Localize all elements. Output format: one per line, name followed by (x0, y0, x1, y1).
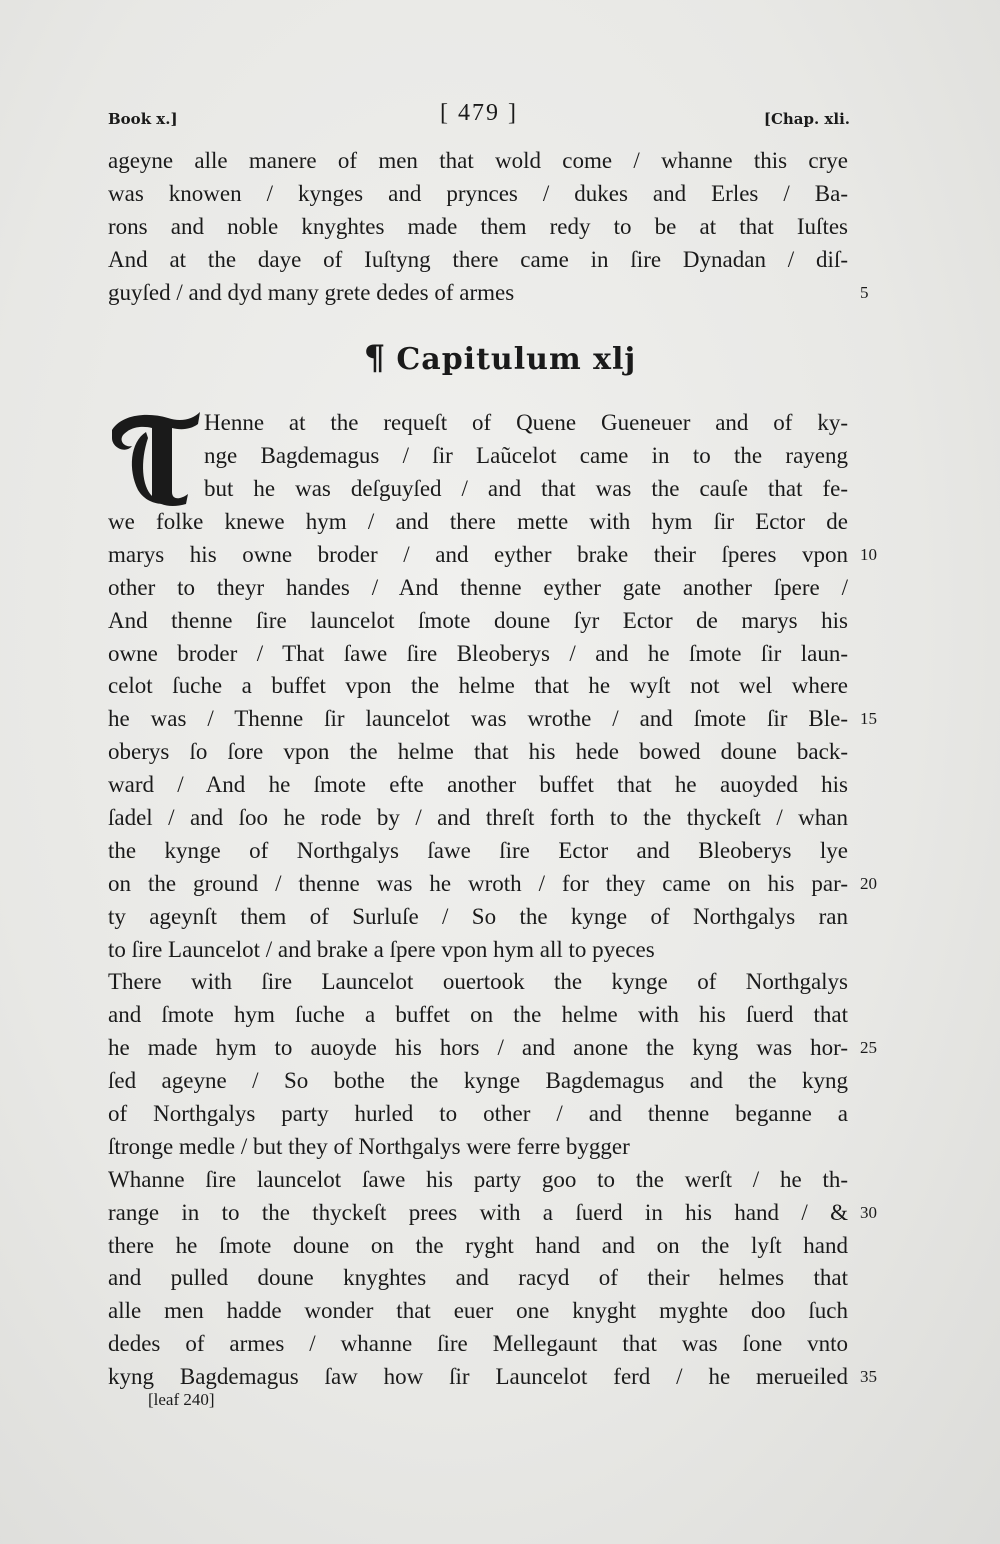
line-number: 25 (860, 1038, 877, 1058)
text-line (108, 605, 848, 638)
running-header (108, 100, 850, 136)
line-text: ſadel / and ſoo he rode by / and threſt forth to the thyckeſt / whan (108, 805, 848, 831)
line-text: and ſmote hym ſuche a buffet on the helme with his ſuerd that (108, 1002, 848, 1028)
line-text: owne broder / That ſawe ſire Bleoberys / and he ſmote ſir laun- (108, 640, 848, 666)
text-block-indented (108, 407, 848, 506)
text-line (108, 835, 848, 868)
line-text: but he was deſguyſed / and that was the cauſe that fe- (204, 475, 848, 501)
line-text: guyſed / and dyd many grete dedes of armes (108, 279, 515, 305)
line-text: ty ageynſt them of Surluſe / So the kynge of Northgalys ran (108, 903, 848, 929)
text-line (108, 211, 848, 244)
text-line (108, 1131, 848, 1164)
text-line (108, 178, 848, 211)
text-line (108, 506, 848, 539)
line-number: 35 (860, 1367, 877, 1387)
line-number: 10 (860, 544, 877, 564)
text-line (108, 934, 848, 967)
text-line (108, 1098, 848, 1131)
text-line (108, 868, 877, 901)
text-line (108, 244, 848, 277)
line-text: rons and noble knyghtes made them redy to be at that Iuſtes (108, 213, 848, 239)
chapter-title: Capitulum xlj (396, 342, 637, 377)
line-text: range in to the thyckeſt prees with a ſuerd in his hand / & (108, 1199, 848, 1225)
pilcrow-icon: ¶ (363, 338, 387, 378)
book-label: Book x.] (108, 110, 178, 128)
text-line (108, 638, 848, 671)
line-text: ageyne alle manere of men that wold come / whanne this crye (108, 148, 848, 173)
text-line (108, 1230, 848, 1263)
text-block-body (108, 506, 877, 1394)
text-line (108, 145, 848, 178)
line-text: he made hym to auoyde his hors / and anone the kyng was hor- (108, 1035, 848, 1061)
text-line (108, 1295, 848, 1328)
line-text: other to theyr handes / And thenne eyther gate another ſpere / (108, 574, 848, 600)
line-text: There with ſire Launcelot ouertook the kynge of Northgalys (108, 969, 848, 995)
text-line (108, 1164, 848, 1197)
line-text: kyng Bagdemagus ſaw how ſir Launcelot ferd / he merueiled (108, 1364, 848, 1390)
text-line (108, 703, 877, 736)
text-line (108, 572, 848, 605)
line-text: there he ſmote doune on the ryght hand and on the lyſt hand (108, 1232, 848, 1258)
line-text: And thenne ſire launcelot ſmote doune ſyr Ector de marys his (108, 607, 848, 633)
line-number: 30 (860, 1202, 877, 1222)
line-text: on the ground / thenne was he wroth / for they came on his par- (108, 870, 848, 896)
line-number: 20 (860, 873, 877, 893)
line-text: he was / Thenne ſir launcelot was wrothe / and ſmote ſir Ble- (108, 706, 848, 732)
line-text: nge Bagdemagus / ſir Laũcelot came in to the rayeng (204, 442, 848, 468)
text-line (108, 1065, 848, 1098)
text-line (108, 440, 848, 473)
line-text: oberys ſo ſore vpon the helme that his hede bowed doune back- (108, 739, 848, 765)
line-text: And at the daye of Iuſtyng there came in ſire Dynadan / diſ- (108, 246, 848, 272)
line-text: alle men hadde wonder that euer one knyght myghte doo ſuch (108, 1298, 848, 1324)
text-line (108, 1328, 848, 1361)
line-number: 5 (860, 282, 869, 302)
line-text: we folke knewe hym / and there mette with hym ſir Ector de (108, 509, 848, 534)
text-line (108, 769, 848, 802)
text-block-opening (108, 145, 869, 309)
line-text: marys his owne broder / and eyther brake their ſperes vpon (108, 541, 848, 567)
line-text: dedes of armes / whanne ſire Mellegaunt that was ſone vnto (108, 1331, 848, 1357)
text-line (108, 966, 848, 999)
line-number: 15 (860, 709, 877, 729)
text-line (108, 901, 848, 934)
line-text: the kynge of Northgalys ſawe ſire Ector and Bleoberys lye (108, 837, 848, 863)
text-line (108, 277, 869, 310)
text-line (108, 1361, 877, 1394)
line-text: ward / And he ſmote efte another buffet that he auoyded his (108, 772, 848, 798)
text-line (108, 1262, 848, 1295)
line-text: to ſire Launcelot / and brake a ſpere vpon hym all to pyeces (108, 936, 655, 962)
line-text: celot ſuche a buffet vpon the helme that he wyſt not wel where (108, 673, 848, 699)
text-line (108, 999, 848, 1032)
line-text: ſtronge medle / but they of Northgalys were ferre bygger (108, 1133, 630, 1159)
line-text: ſed ageyne / So bothe the kynge Bagdemagus and the kyng (108, 1068, 848, 1094)
line-text: Whanne ſire launcelot ſawe his party goo to the werſt / he th- (108, 1166, 848, 1192)
text-line (108, 1197, 877, 1230)
line-text: Henne at the requeſt of Quene Gueneuer and of ky- (204, 410, 848, 435)
line-text: was knowen / kynges and prynces / dukes and Erles / Ba- (108, 180, 848, 206)
text-line (108, 802, 848, 835)
text-line (108, 407, 848, 440)
text-line (108, 539, 877, 572)
leaf-note: [leaf 240] (148, 1390, 215, 1409)
text-line (108, 670, 848, 703)
text-line (108, 473, 848, 506)
line-text: and pulled doune knyghtes and racyd of their helmes that (108, 1265, 848, 1291)
chapter-heading (0, 338, 1000, 378)
text-line (108, 1032, 877, 1065)
chapter-label: [Chap. xli. (763, 110, 850, 128)
page-number: [ 479 ] (440, 100, 518, 126)
line-text: of Northgalys party hurled to other / and thenne beganne a (108, 1101, 848, 1127)
text-line (108, 736, 848, 769)
